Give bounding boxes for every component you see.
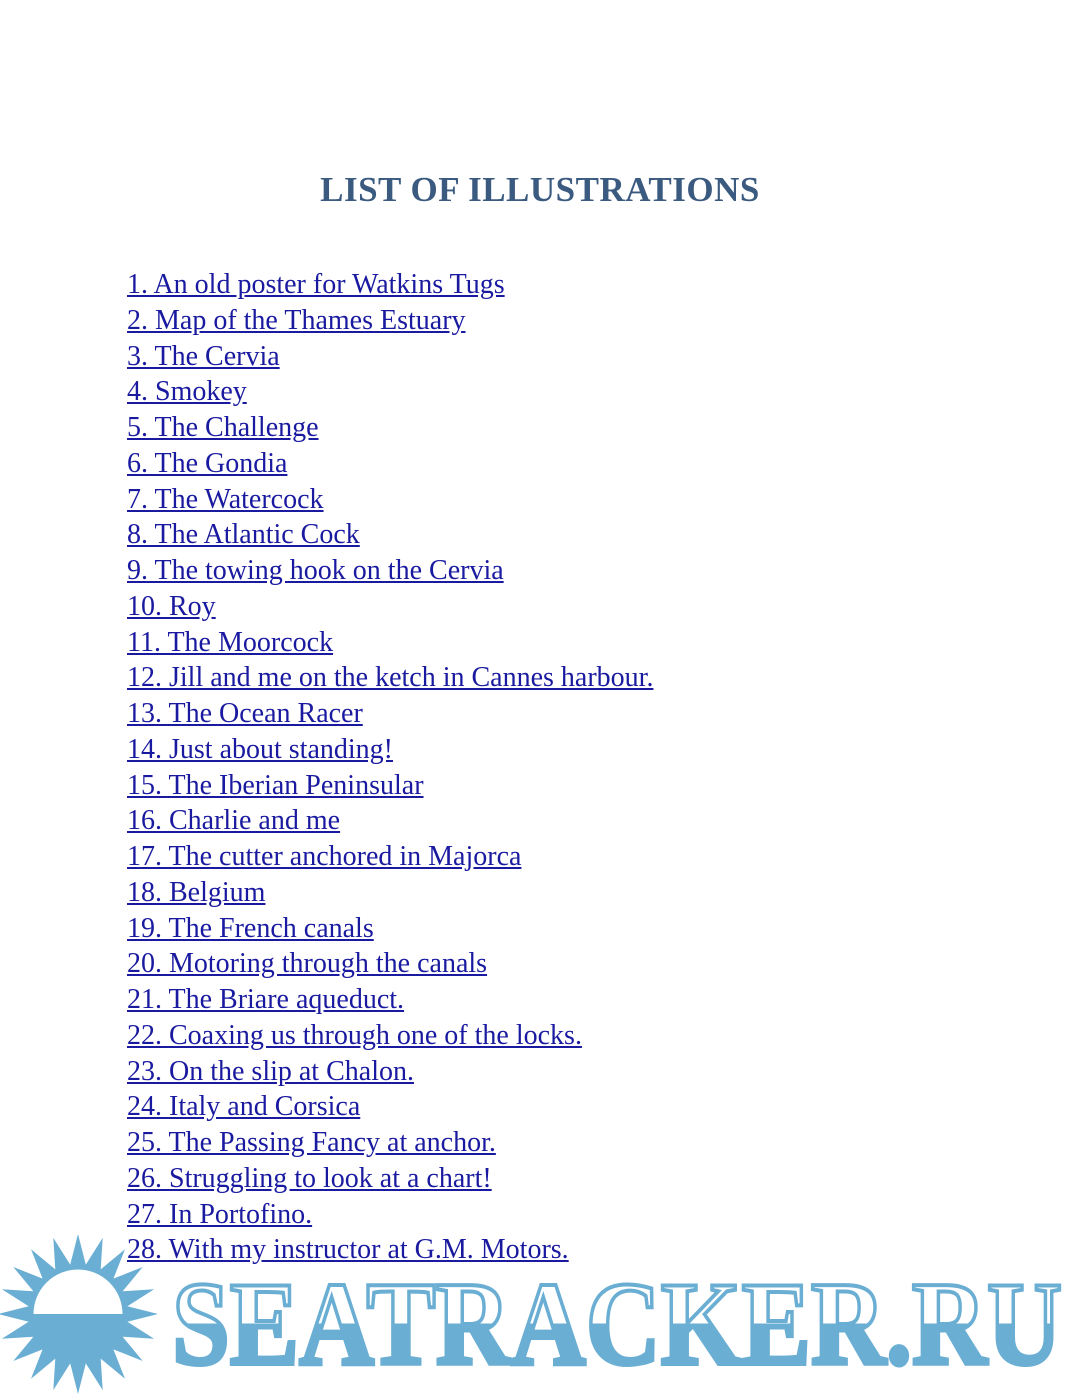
list-item xyxy=(127,339,653,375)
illustration-link[interactable]: 7. The Watercock xyxy=(127,483,324,515)
list-item xyxy=(127,482,653,518)
watermark-text: SEATRACKER.RU xyxy=(172,1257,1062,1390)
list-item xyxy=(127,982,653,1018)
illustration-link[interactable]: 12. Jill and me on the ketch in Cannes harbour. xyxy=(127,662,654,694)
page-title: LIST OF ILLUSTRATIONS xyxy=(320,170,760,209)
illustration-link[interactable]: 8. The Atlantic Cock xyxy=(127,519,360,551)
list-item xyxy=(127,946,653,982)
list-item xyxy=(127,732,653,768)
illustration-link[interactable]: 27. In Portofino. xyxy=(127,1198,313,1230)
illustration-link[interactable]: 5. The Challenge xyxy=(127,412,319,443)
list-item xyxy=(127,911,653,947)
list-item xyxy=(127,1089,653,1125)
illustration-link[interactable]: 17. The cutter anchored in Majorca xyxy=(127,841,522,872)
illustration-link[interactable]: 22. Coaxing us through one of the locks. xyxy=(127,1019,582,1051)
list-item xyxy=(127,660,653,696)
list-item xyxy=(127,696,653,732)
illustration-link[interactable]: 15. The Iberian Peninsular xyxy=(127,769,424,801)
list-item xyxy=(127,589,653,625)
list-item xyxy=(127,303,653,339)
illustration-link[interactable]: 1. An old poster for Watkins Tugs xyxy=(127,269,505,300)
sun-logo-icon xyxy=(0,1234,158,1394)
list-item xyxy=(127,1054,653,1090)
illustration-link[interactable]: 11. The Moorcock xyxy=(127,626,334,658)
illustrations-list xyxy=(127,267,653,1268)
illustration-link[interactable]: 23. On the slip at Chalon. xyxy=(127,1055,414,1087)
list-item xyxy=(127,768,653,804)
seatracker-watermark xyxy=(0,1232,1080,1397)
illustration-link[interactable]: 19. The French canals xyxy=(127,912,374,944)
illustration-link[interactable]: 14. Just about standing! xyxy=(127,733,393,765)
list-item xyxy=(127,410,653,446)
illustration-link[interactable]: 2. Map of the Thames Estuary xyxy=(127,304,466,336)
illustration-link[interactable]: 3. The Cervia xyxy=(127,340,280,372)
list-item xyxy=(127,1125,653,1161)
illustration-link[interactable]: 4. Smokey xyxy=(127,376,247,408)
illustration-link[interactable]: 6. The Gondia xyxy=(127,447,288,479)
illustration-link[interactable]: 9. The towing hook on the Cervia xyxy=(127,555,504,586)
illustration-link[interactable]: 28. With my instructor at G.M. Motors. xyxy=(127,1234,569,1266)
illustration-link[interactable]: 26. Struggling to look at a chart! xyxy=(127,1162,492,1194)
illustration-link[interactable]: 10. Roy xyxy=(127,590,216,622)
illustration-link[interactable]: 20. Motoring through the canals xyxy=(127,948,488,980)
list-item xyxy=(127,1197,653,1233)
list-item xyxy=(127,267,653,303)
list-item xyxy=(127,374,653,410)
illustration-link[interactable]: 21. The Briare aqueduct. xyxy=(127,984,405,1015)
list-item xyxy=(127,446,653,482)
illustration-link[interactable]: 16. Charlie and me xyxy=(127,805,341,837)
illustration-link[interactable]: 24. Italy and Corsica xyxy=(127,1091,361,1123)
list-item xyxy=(127,553,653,589)
illustration-link[interactable]: 25. The Passing Fancy at anchor. xyxy=(127,1127,496,1158)
list-item xyxy=(127,1018,653,1054)
illustration-link[interactable]: 13. The Ocean Racer xyxy=(127,698,363,729)
illustration-link[interactable]: 18. Belgium xyxy=(127,876,266,908)
list-item xyxy=(127,839,653,875)
list-item xyxy=(127,1161,653,1197)
list-item xyxy=(127,517,653,553)
list-item xyxy=(127,875,653,911)
list-item xyxy=(127,625,653,661)
list-item xyxy=(127,803,653,839)
